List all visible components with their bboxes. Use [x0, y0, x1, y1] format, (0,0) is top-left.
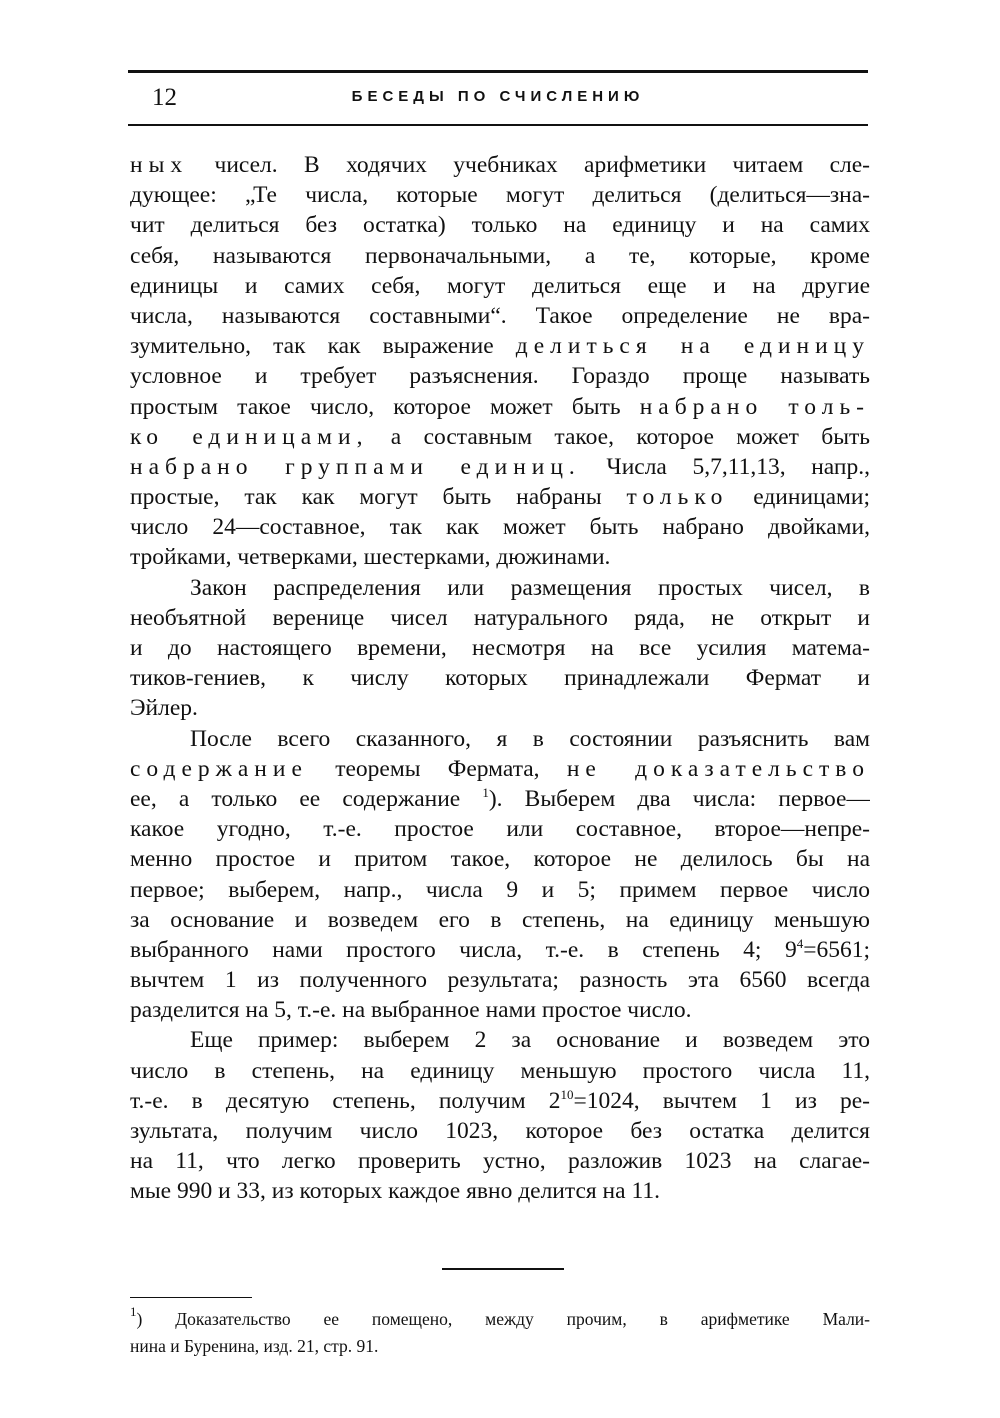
spaced-text: содержание [130, 755, 308, 782]
text-line: тиков-гениев, к числу которых принадлежали Фермат и [130, 665, 870, 692]
footnote-line [130, 1306, 870, 1333]
spaced-text: ко единицами, [130, 423, 369, 450]
text-line: и до настоящего времени, несмотря на все усилия матема- [130, 635, 870, 661]
text-line: зультата, получим число 1023, которое без остатка делится [130, 1118, 870, 1144]
footnote-rule [130, 1297, 252, 1298]
text-line [130, 482, 870, 512]
text-run: выбранного нами простого числа, т.-е. в степень 4; 9 [130, 936, 797, 963]
text-run: простым такое число, которое может быть [130, 393, 640, 420]
text-line: первое; выберем, напр., числа 9 и 5; примем первое число [130, 876, 870, 903]
text-line: себя, называются первоначальными, а те, которые, кроме [130, 242, 870, 269]
text-run: Числа 5,7,11,13, напр., [580, 453, 870, 480]
text-run: =1024, вычтем 1 из ре- [573, 1087, 870, 1114]
spaced-text: делиться на единицу [515, 333, 870, 360]
text-run: ее, а только ее содержание [130, 785, 483, 812]
text-line: менно простое и притом такое, которое не делилось бы на [130, 846, 870, 873]
header-bottom-rule [128, 124, 868, 126]
text-run: теоремы Фермата, [307, 755, 567, 782]
spaced-text: набрано группами единиц. [130, 453, 581, 480]
page-header [128, 84, 868, 112]
header-top-rule [128, 70, 868, 73]
text-line: за основание и возведем его в степень, на единицу меньшую [130, 906, 870, 933]
text-line: Еще пример: выберем 2 за основание и возведем это [190, 1027, 870, 1054]
footnote-reference: 1 [482, 784, 489, 800]
text-line: какое угодно, т.-е. простое или составное, второе—непре- [130, 816, 870, 843]
text-run: =6561; [803, 936, 870, 963]
text-line: После всего сказанного, я в состоянии разъяснить вам [190, 725, 870, 752]
text-run: чисел. В ходячих учебниках арифметики читаем сле- [188, 152, 870, 178]
text-line [130, 1086, 870, 1116]
footnote-line: нина и Буренина, изд. 21, стр. 91. [130, 1336, 379, 1356]
text-line: Эйлер. [130, 695, 198, 722]
text-line [130, 935, 870, 965]
spaced-text: не доказательство [566, 755, 870, 782]
text-run: зумительно, так как выражение [130, 333, 516, 360]
section-end-rule [442, 1268, 564, 1270]
text-line: число 24—составное, так как может быть набрано двойками, [130, 514, 870, 541]
paragraph-second-example [130, 1025, 870, 1206]
footnote [130, 1306, 870, 1360]
text-line [130, 331, 870, 361]
text-line: единицы и самих себя, могут делиться еще и на другие [130, 272, 870, 299]
text-line: тройками, четверками, шестерками, дюжинами. [130, 544, 611, 571]
body-text [130, 150, 870, 1207]
footnote-marker: 1 [130, 1306, 137, 1319]
spaced-text: только [626, 484, 729, 511]
text-line: числа, называются составными“. Такое определение не вра- [130, 302, 870, 329]
text-line [130, 754, 870, 784]
page-number: 12 [152, 84, 177, 111]
text-run: единицами; [728, 484, 870, 511]
paragraph-prime-distribution [130, 573, 870, 724]
paragraph-prime-definition [130, 150, 870, 573]
text-line [130, 392, 870, 422]
text-line: условное и требует разъяснения. Гораздо проще называть [130, 363, 870, 390]
text-run: т.-е. в десятую степень, получим 2 [130, 1087, 561, 1114]
text-line [130, 422, 870, 452]
text-line [130, 452, 870, 482]
text-run: ). Выберем два числа: первое— [488, 785, 870, 812]
text-line: разделится на 5, т.-е. на выбранное нами простое число. [130, 997, 692, 1024]
text-line: вычтем 1 из полученного результата; разность эта 6560 всегда [130, 967, 870, 994]
text-line: дующее: „Те числа, которые могут делиться (делиться—зна- [130, 182, 870, 209]
running-title: БЕСЕДЫ ПО СЧИСЛЕНИЮ [351, 88, 645, 105]
text-line [130, 150, 870, 180]
text-line [130, 784, 870, 814]
text-run: ) Доказательство ее помещено, между прочим, в арифметике Мали- [136, 1309, 870, 1329]
text-line: Закон распределения или размещения простых чисел, в [190, 574, 870, 601]
text-line: необъятной веренице чисел натурального ряда, не открыт и [130, 604, 870, 631]
text-run: простые, так как могут быть набраны [130, 484, 627, 511]
exponent: 10 [560, 1086, 574, 1102]
text-line: на 11, что легко проверить устно, разложив 1023 на слагае- [130, 1148, 870, 1175]
text-line: число в степень, на единицу меньшую простого числа 11, [130, 1057, 870, 1084]
text-line: чит делиться без остатка) только на единицу и на самих [130, 212, 870, 239]
text-run: а составным такое, которое может быть [368, 423, 870, 450]
spaced-text: ных [130, 152, 189, 178]
spaced-text: набрано толь- [639, 393, 870, 420]
text-line: мые 990 и 33, из которых каждое явно делится на 11. [130, 1178, 660, 1205]
paragraph-fermat-theorem [130, 724, 870, 1026]
exponent: 4 [796, 935, 804, 951]
